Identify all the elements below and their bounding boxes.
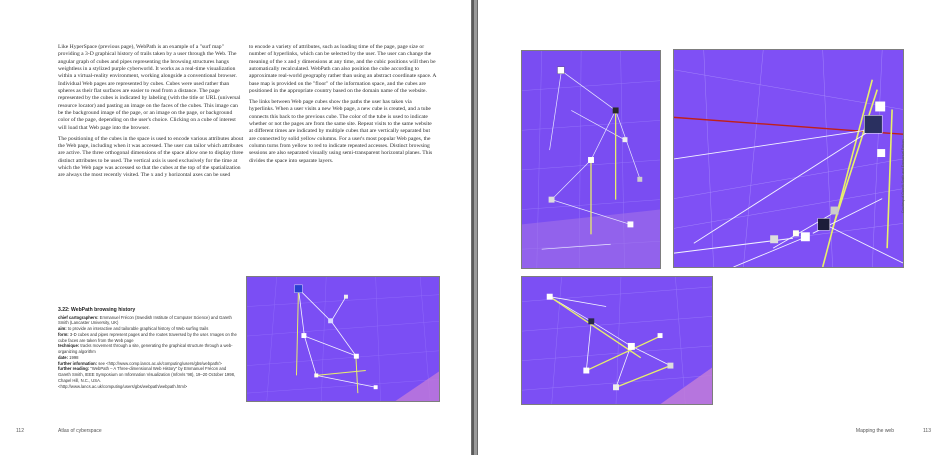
caption-title: 3.22: WebPath browsing history	[58, 307, 136, 313]
caption-label: further information:	[58, 360, 98, 366]
caption-text: tracks movement through a site, generating the graphical structure through a web-organizing algorithm	[58, 343, 233, 354]
caption-text: to provide an interactive and tailorable graphical history of Web surfing trails	[66, 326, 209, 331]
page-number: 113	[923, 428, 931, 434]
caption-label: aim:	[58, 326, 67, 331]
running-head: Atlas of cyberspace	[58, 428, 102, 434]
caption-label: form:	[58, 331, 69, 337]
page-number: 112	[16, 428, 24, 434]
caption-label: technique:	[58, 343, 80, 349]
right-page	[478, 0, 952, 455]
caption-text: 3-D cubes and pipes represent pages and the routes traversed by the user. Images on the cube faces are taken from the Web page	[58, 331, 237, 343]
webpath-screenshot-figure	[246, 276, 440, 402]
body-paragraph: to encode a variety of attributes, such as loading time of the page, page size or number of hyperlinks, which can be selected by the user. The user can change the meaning of the x and y dimensions at any time, and the cubic positions will then be automatically recalculated. WebPath can also position the cube according to approximate real-world geography rather than using an abstract coordinate space. A base map is provided on the "floor" of the information space, and the cubes are positioned in the appropriate country based on the domain name of the website.	[249, 44, 437, 95]
webpath-cyberworld-image	[247, 277, 439, 401]
running-head: Mapping the web	[855, 428, 894, 434]
body-column-2	[249, 44, 437, 169]
webpath-cyberworld-image	[522, 51, 660, 268]
webpath-cyberworld-image	[674, 50, 903, 267]
caption-label: further reading:	[58, 366, 90, 372]
body-paragraph: The positioning of the cubes in the space is used to encode various attributes about the Web page, including when it was accessed. The user can tailor which attributes are active. The three orthogonal dimensions of the space allow one to display three distinct attributes to be used. The vertical axis is used exclusively for the time at which the Web page was accessed so that the cubes at the top of the spatialization are always the most recently visited. The x and y horizontal axes can be used	[58, 135, 244, 179]
left-page	[0, 0, 472, 455]
caption-row	[58, 332, 240, 344]
body-paragraph: Like HyperSpace (previous page), WebPath is an example of a "surf map" providing a 3-D graphical history of trails taken by a user through the Web. The angular graph of cubes and pipes representing the browsing structures hangs weightless in a stylized purple cyberworld. It works as a real-time visualization within a virtual-reality environment, working alongside a conventional browser. Individual Web pages are represented by cubes. Cubes were used rather than spheres as their flat surfaces are easier to read from a distance. The page represented by the cubes is indicated by labeling (with the title or URL (universal resource locator) and pasting an image on the faces of the cubes. This image can be the background image of the page, or an image on the page, or background color of the page, depending on the user's choice. Clicking on a cube of interest will load that Web page into the browser.	[58, 44, 241, 131]
caption-row	[58, 343, 240, 355]
caption-label: chief cartographers:	[58, 314, 99, 320]
body-paragraph: The links between Web page cubes show the paths the user has taken via hyperlinks. When a user visits a new Web page, a new cube is created, and a tube connects this back to the previous cube. The color of the tube is used to indicate whether or not the pages are from the same site. Repeat visits to the same website at different times are indicated by multiple cubes that are vertically separated but are connected by solid yellow columns. For a user's most popular Web pages, the column turns from yellow to red to indicate repeated accesses. Distinct browsing sessions are also separated visually using semi-transparent horizontal planes. This divides the space into separate layers.	[249, 99, 433, 164]
webpath-cyberworld-image	[522, 277, 712, 404]
caption-text: see <http://www.comp.lancs.ac.uk/computing/users/gbs/webpath/>	[97, 360, 222, 366]
photo-credit: Courtesy of Gareth Smith and Emmanuel Frécon	[901, 139, 905, 213]
caption-text: 1998	[68, 354, 79, 360]
caption-text: Emmanuel Frécon (Swedish Institute of Computer Science) and Gareth Smith (Lancaster University, UK)	[58, 314, 232, 326]
caption-label: date:	[58, 354, 69, 360]
webpath-screenshot-figure	[673, 49, 904, 268]
caption-row	[58, 384, 240, 390]
webpath-screenshot-figure	[521, 276, 713, 405]
body-column-1	[58, 44, 244, 183]
caption-row	[58, 315, 240, 327]
caption-text: <http://www.lancs.ac.uk/computing/users/gbs/webpath/webpath.html>	[58, 383, 188, 389]
caption-text: "WebPath – A Three-dimensional Web History" by Emmanuel Frécon and Gareth Smith, IEEE Symposium on Information Visualization (InfoVis '98), 19–20 October 1998, Chapel Hill, N.C., USA.	[58, 366, 236, 383]
caption-row	[58, 366, 240, 383]
webpath-screenshot-figure	[521, 50, 661, 269]
figure-caption	[58, 307, 240, 389]
